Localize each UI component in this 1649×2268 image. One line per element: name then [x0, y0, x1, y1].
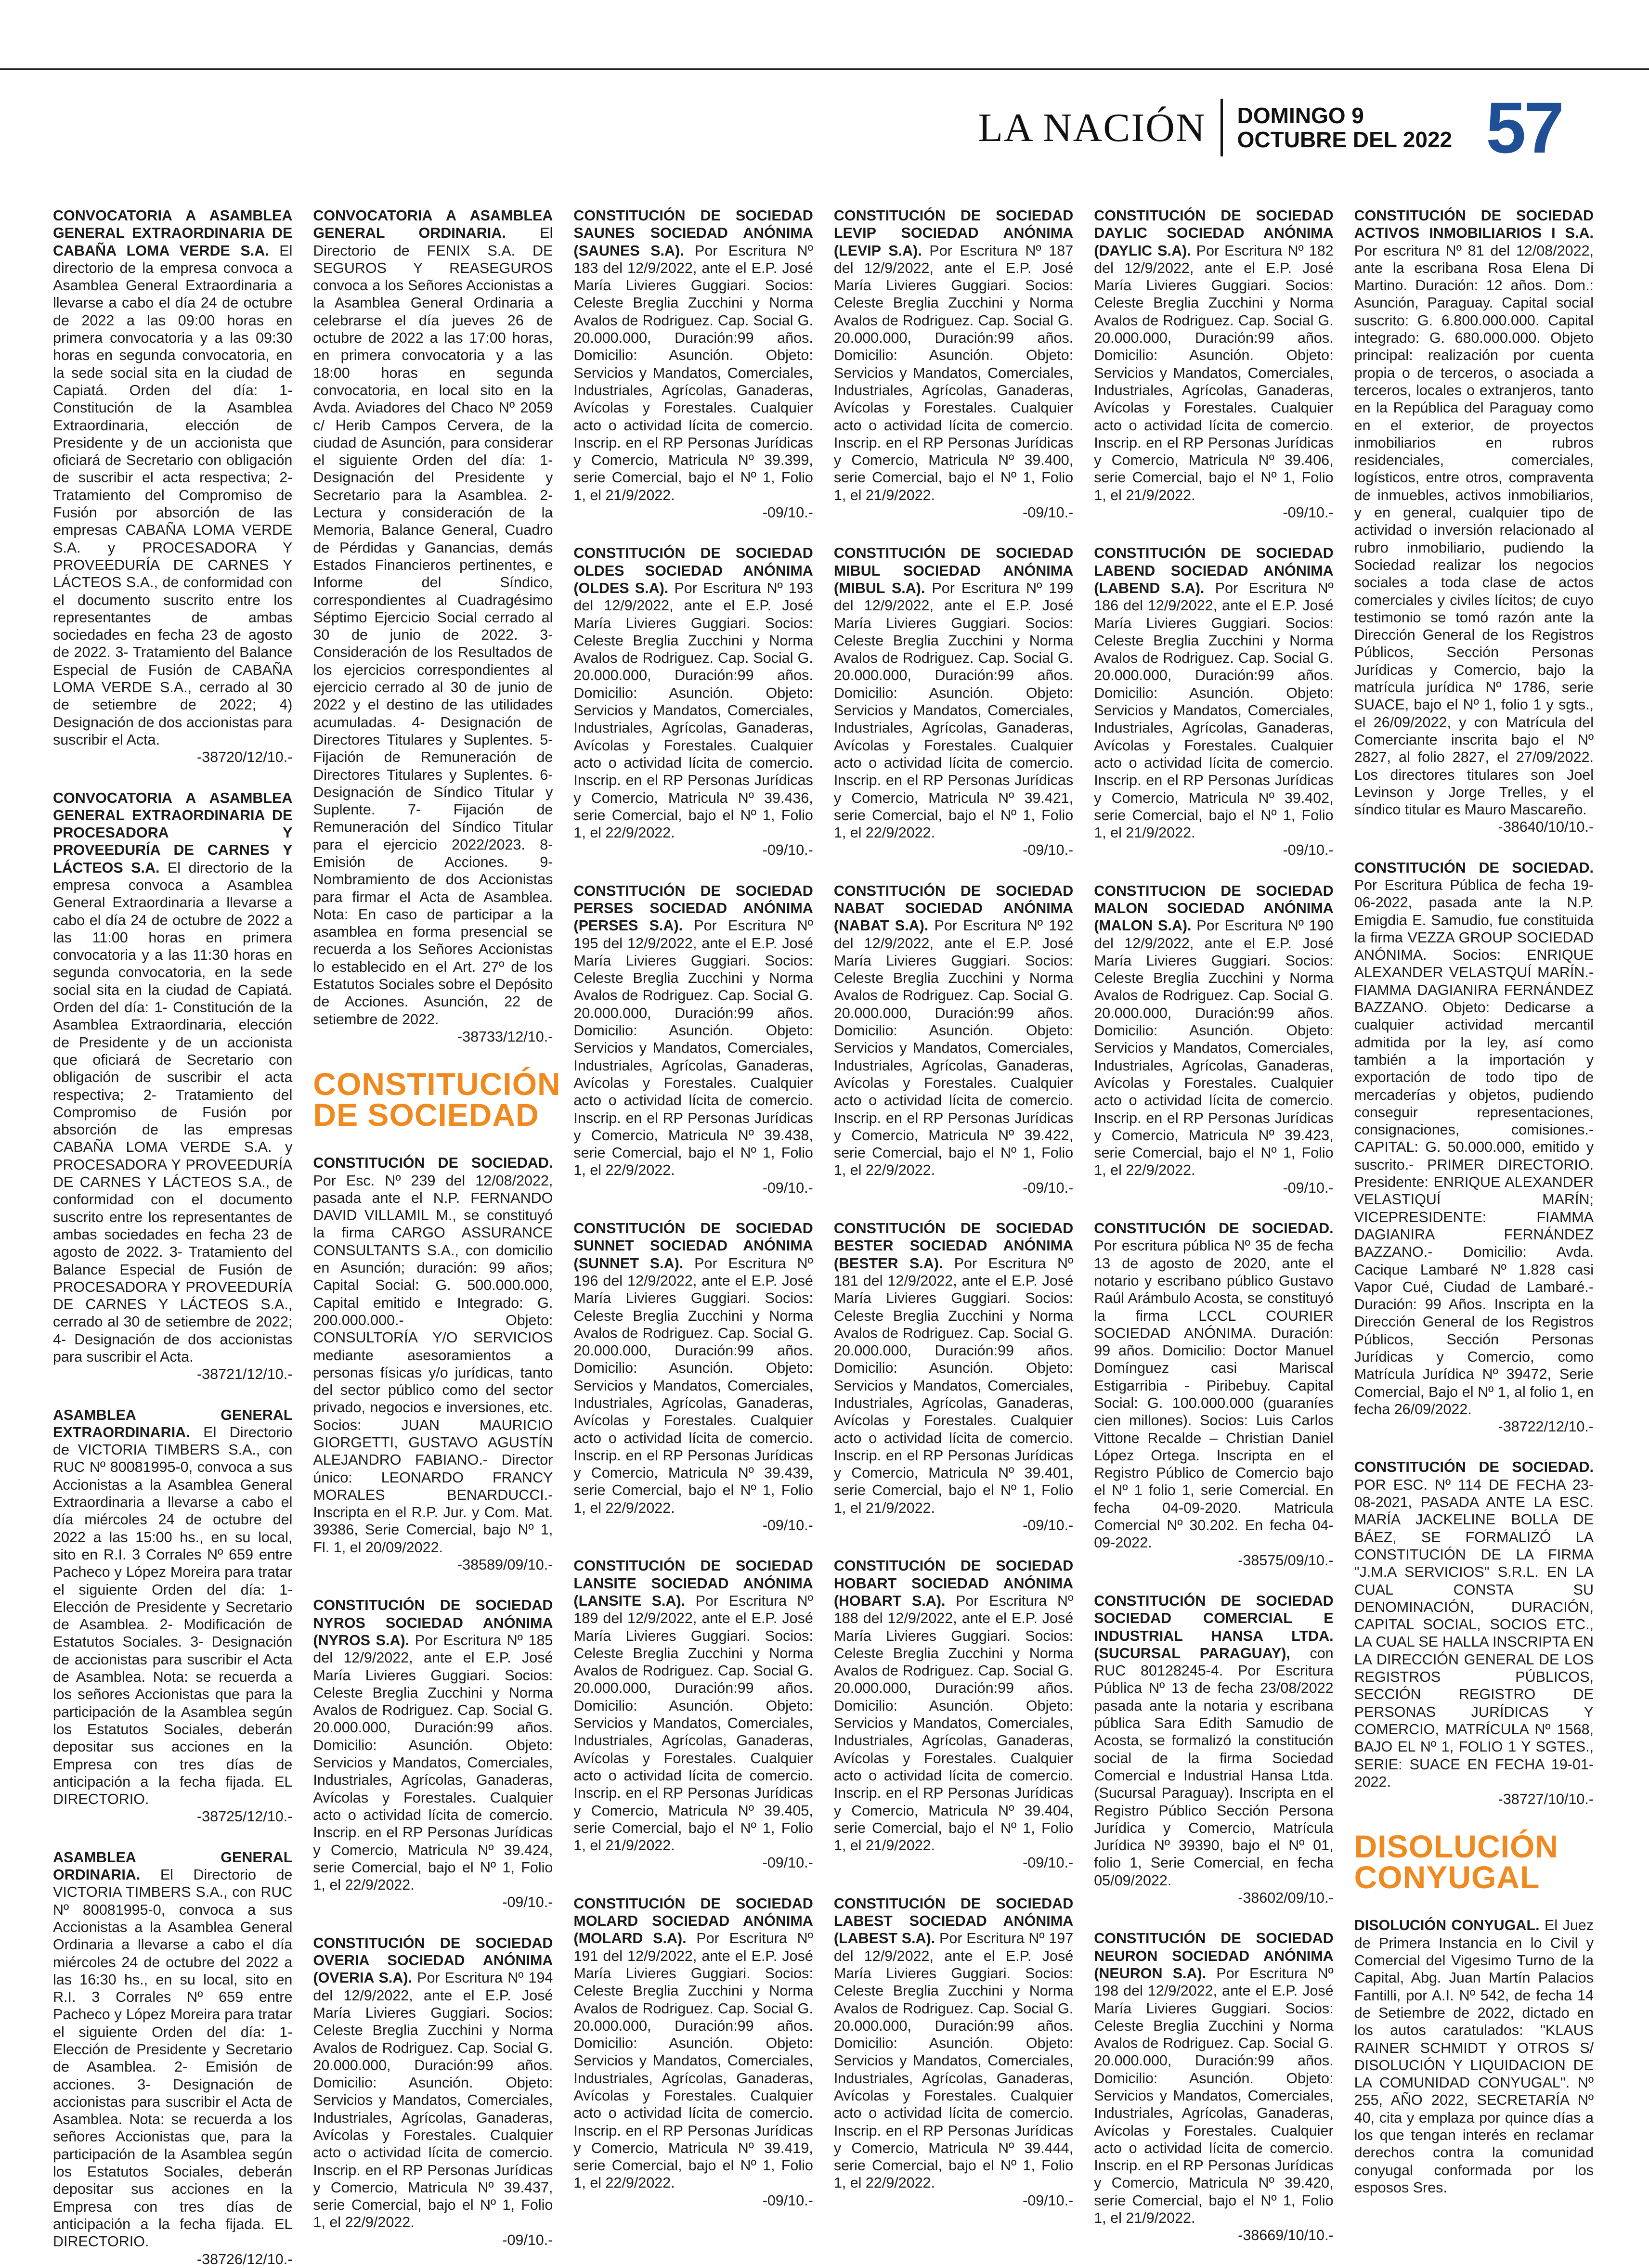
notice-title: CONSTITUCIÓN DE SOCIEDAD DAYLIC SOCIEDAD ANÓNIMA (DAYLIC S.A).	[1094, 207, 1334, 259]
notice	[1094, 882, 1333, 1197]
notice-title: CONSTITUCIÓN DE SOCIEDAD SAUNES SOCIEDAD ANÓNIMA (SAUNES S.A).	[573, 207, 813, 259]
page-number: 57	[1486, 87, 1562, 168]
notice-title: CONSTITUCIÓN DE SOCIEDAD LANSITE SOCIEDAD ANÓNIMA (LANSITE S.A).	[573, 1558, 813, 1609]
notice-body: Por escritura Nº 81 del 12/08/2022, ante la escribana Rosa Elena Di Martino. Duración: 12 años. Dom.: Asunción, Paraguay. Capital social suscrito: G. 6.800.000.000. Capital integrado: G. 680.000.000. Objeto principal: realización por cuenta propia o de terceros, o asociada a terceros, locales o extranjeros, tanto en la República del Paraguay como en el exterior, de proyectos inmobiliarios en rubros residenciales, comerciales, logísticos, entre otros, compraventa de inmuebles, activos inmobiliarios, y en general, cualquier tipo de actividad o inversión relacionado al rubro inmobiliario, pudiendo la Sociedad realizar los negocios sociales a toda clase de actos comerciales y civiles lícitos; de cuyo testimonio se tomó razón ante la Dirección General de los Registros Públicos, Sección Personas Jurídicas y Comercio, bajo la matrícula jurídica Nº 1786, serie SUACE, bajo el Nº 1, folio 1 y sgts., el 26/09/2022, y con Matrícula del Comerciante inscrita bajo el Nº 2827, al folio 2827, el 27/09/2022. Los directores titulares son Joel Levinson y Jorge Trelles, y el síndico titular es Mauro Mascareño.	[1354, 242, 1594, 818]
notice-title: CONSTITUCIÓN DE SOCIEDAD BESTER SOCIEDAD ANÓNIMA (BESTER S.A).	[833, 1220, 1074, 1272]
notice-reference: -09/10.-	[1283, 842, 1334, 859]
notice-body: Por Escritura Nº 188 del 12/9/2022, ante el E.P. José María Livieres Guggiari. Socios: Celeste Breglia Zucchini y Norma Avalos de Rodriguez. Cap. Social G. 20.000.000, Duración:99 años. Domicilio: Asunción. Objeto: Servicios y Mandatos, Comerciales, Industriales, Agrícolas, Ganaderas, Avícolas y Forestales. Cualquier acto o actividad lícita de comercio. Inscrip. en el RP Personas Jurídicas y Comercio, Matricula Nº 39.404, serie Comercial, bajo el Nº 1, Folio 1, el 21/9/2022.	[833, 1592, 1074, 1854]
notice-reference: -09/10.-	[1023, 504, 1074, 521]
notice-reference: -09/10.-	[1023, 842, 1074, 859]
notice	[834, 544, 1073, 859]
notice-title: CONSTITUCIÓN DE SOCIEDAD SUNNET SOCIEDAD ANÓNIMA (SUNNET S.A).	[573, 1220, 813, 1272]
notice-body: El Juez de Primera Instancia en lo Civil y Comercial del Vigesimo Turno de la Capital, Abg. Juan Martín Palacios Fantilli, por A.I. Nº 542, de fecha 14 de Setiembre de 2022, dictado en los autos caratulados: "KLAUS RAINER SCHMIDT Y OTROS S/ DISOLUCIÓN Y LIQUIDACION DE LA COMUNIDAD CONYUGAL". Nº 255, AÑO 2022, SECRETARÍA Nº 40, cita y emplaza por quince días a los que tengan interés en reclamar derechos contra la comunidad conyugal conformada por los esposos Sres.	[1354, 1917, 1594, 2196]
notice-reference: -38727/10/10.-	[1498, 1791, 1594, 1808]
notice	[573, 544, 813, 859]
notice-title: CONSTITUCIÓN DE SOCIEDAD NEURON SOCIEDAD ANÓNIMA (NEURON S.A).	[1094, 1930, 1334, 1982]
notice-body: Por Escritura Nº 197 del 12/9/2022, ante el E.P. José María Livieres Guggiari. Socios: Celeste Breglia Zucchini y Norma Avalos de Rodriguez. Cap. Social G. 20.000.000, Duración:99 años. Domicilio: Asunción. Objeto: Servicios y Mandatos, Comerciales, Industriales, Agrícolas, Ganaderas, Avícolas y Forestales. Cualquier acto o actividad lícita de comercio. Inscrip. en el RP Personas Jurídicas y Comercio, Matricula Nº 39.444, serie Comercial, bajo el Nº 1, Folio 1, el 22/9/2022.	[833, 1930, 1074, 2191]
notice-title: CONSTITUCIÓN DE SOCIEDAD.	[1094, 1220, 1334, 1237]
section-heading: CONSTITUCIÓN DE SOCIEDAD	[313, 1066, 561, 1133]
notice-body: Por Esc. Nº 239 del 12/08/2022, pasada ante el N.P. FERNANDO DAVID VILLAMIL M., se constituyó la firma CARGO ASSURANCE CONSULTANTS S.A., con domicilio en Asunción; duración: 99 años; Capital Social: G. 500.000.000, Capital emitido e Integrado: G. 200.000.000.- Objeto: CONSULTORÍA Y/O SERVICIOS mediante asesoramientos a personas físicas y/o jurídicas, tanto del sector público como del sector privado, negocios e inversiones, etc. Socios: JUAN MAURICIO GIORGETTI, GUSTAVO AGUSTÍN ALEJANDRO FABIANO.- Director único: LEONARDO FRANCY MORALES BENARDUCCI.- Inscripta en el R.P. Jur. y Com. Mat. 39386, Serie Comercial, bajo Nº 1, Fl. 1, el 20/09/2022.	[313, 1172, 553, 1556]
notice-body: Por Escritura Nº 195 del 12/9/2022, ante el E.P. José María Livieres Guggiari. Socios: Celeste Breglia Zucchini y Norma Avalos de Rodriguez. Cap. Social G. 20.000.000, Duración:99 años. Domicilio: Asunción. Objeto: Servicios y Mandatos, Comerciales, Industriales, Agrícolas, Ganaderas, Avícolas y Forestales. Cualquier acto o actividad lícita de comercio. Inscrip. en el RP Personas Jurídicas y Comercio, Matricula Nº 39.438, serie Comercial, bajo el Nº 1, Folio 1, el 22/9/2022.	[573, 917, 813, 1179]
notice	[313, 1154, 553, 1573]
notice-body: Por Escritura Nº 191 del 12/9/2022, ante el E.P. José María Livieres Guggiari. Socios: Celeste Breglia Zucchini y Norma Avalos de Rodriguez. Cap. Social G. 20.000.000, Duración:99 años. Domicilio: Asunción. Objeto: Servicios y Mandatos, Comerciales, Industriales, Agrícolas, Ganaderas, Avícolas y Forestales. Cualquier acto o actividad lícita de comercio. Inscrip. en el RP Personas Jurídicas y Comercio, Matricula Nº 39.419, serie Comercial, bajo el Nº 1, Folio 1, el 22/9/2022.	[573, 1930, 813, 2191]
classifieds-columns	[53, 207, 1594, 2268]
notice-title: CONSTITUCIÓN DE SOCIEDAD.	[1354, 1459, 1594, 1476]
notice-body: Por Escritura Nº 181 del 12/9/2022, ante el E.P. José María Livieres Guggiari. Socios: Celeste Breglia Zucchini y Norma Avalos de Rodriguez. Cap. Social G. 20.000.000, Duración:99 años. Domicilio: Asunción. Objeto: Servicios y Mandatos, Comerciales, Industriales, Agrícolas, Ganaderas, Avícolas y Forestales. Cualquier acto o actividad lícita de comercio. Inscrip. en el RP Personas Jurídicas y Comercio, Matricula Nº 39.401, serie Comercial, bajo el Nº 1, Folio 1, el 21/9/2022.	[833, 1255, 1074, 1516]
notice-reference: -38721/12/10.-	[197, 1366, 293, 1383]
notice-reference: -09/10.-	[1023, 1517, 1074, 1534]
notice	[53, 207, 292, 766]
notice	[573, 882, 813, 1197]
notice	[1094, 544, 1333, 859]
notice	[834, 1557, 1073, 1871]
notice-title: CONSTITUCIÓN DE SOCIEDAD.	[1354, 859, 1594, 876]
notice-body: Por Escritura Nº 187 del 12/9/2022, ante el E.P. José María Livieres Guggiari. Socios: Celeste Breglia Zucchini y Norma Avalos de Rodriguez. Cap. Social G. 20.000.000, Duración:99 años. Domicilio: Asunción. Objeto: Servicios y Mandatos, Comerciales, Industriales, Agrícolas, Ganaderas, Avícolas y Forestales. Cualquier acto o actividad lícita de comercio. Inscrip. en el RP Personas Jurídicas y Comercio, Matricula Nº 39.400, serie Comercial, bajo el Nº 1, Folio 1, el 21/9/2022.	[833, 242, 1074, 503]
notice	[573, 1895, 813, 2209]
notice	[1354, 1458, 1594, 1808]
notice	[53, 789, 292, 1383]
notice-body: Por Escritura Nº 186 del 12/9/2022, ante el E.P. José María Livieres Guggiari. Socios: Celeste Breglia Zucchini y Norma Avalos de Rodriguez. Cap. Social G. 20.000.000, Duración:99 años. Domicilio: Asunción. Objeto: Servicios y Mandatos, Comerciales, Industriales, Agrícolas, Ganaderas, Avícolas y Forestales. Cualquier acto o actividad lícita de comercio. Inscrip. en el RP Personas Jurídicas y Comercio, Matricula Nº 39.402, serie Comercial, bajo el Nº 1, Folio 1, el 21/9/2022.	[1094, 580, 1334, 841]
notice	[313, 1597, 553, 1911]
notice-reference: -09/10.-	[1023, 2192, 1074, 2209]
column-3	[573, 207, 813, 2209]
notice-reference: -38575/09/10.-	[1238, 1552, 1334, 1569]
notice	[573, 207, 813, 521]
notice-body: El Directorio de VICTORIA TIMBERS S.A., con RUC Nº 80081995-0, convoca a sus Accionistas a la Asamblea General Extraordinaria a llevarse a cabo el día miércoles 24 de octubre del 2022 a las 15:00 hs., en su local, sito en R.I. 3 Corrales Nº 659 entre Pacheco y López Moreira para tratar el siguiente Orden del día: 1- Elección de Presidente y Secretario de Asamblea. 2- Modificación de Estatutos Sociales. 3- Designación de accionistas para suscribir el Acta de Asamblea. Nota: se recuerda a los señores Accionistas que para la participación de la Asamblea según los Estatutos Sociales, deberán depositar sus acciones en la Empresa con tres días de anticipación a la fecha fijada. EL DIRECTORIO.	[53, 1424, 293, 1808]
notice-title: CONSTITUCIÓN DE SOCIEDAD.	[313, 1155, 553, 1172]
notice-body: Por Escritura Nº 196 del 12/9/2022, ante el E.P. José María Livieres Guggiari. Socios: Celeste Breglia Zucchini y Norma Avalos de Rodriguez. Cap. Social G. 20.000.000, Duración:99 años. Domicilio: Asunción. Objeto: Servicios y Mandatos, Comerciales, Industriales, Agrícolas, Ganaderas, Avícolas y Forestales. Cualquier acto o actividad lícita de comercio. Inscrip. en el RP Personas Jurídicas y Comercio, Matricula Nº 39.439, serie Comercial, bajo el Nº 1, Folio 1, el 22/9/2022.	[573, 1255, 813, 1516]
notice-reference: -09/10.-	[762, 504, 813, 521]
notice-title: CONSTITUCIÓN DE SOCIEDAD SOCIEDAD COMERCIAL E INDUSTRIAL HANSA LTDA. (SUCURSAL PARAGUAY),	[1094, 1592, 1334, 1662]
notice-title: CONSTITUCIÓN DE SOCIEDAD PERSES SOCIEDAD ANÓNIMA (PERSES S.A).	[573, 882, 813, 934]
notice-body: Por escritura pública Nº 35 de fecha 13 de agosto de 2020, ante el notario y escribano público Gustavo Raúl Arámbulo Acosta, se constituyó la firma LCCL COURIER SOCIEDAD ANÓNIMA. Duración: 99 años. Domicilio: Doctor Manuel Domínguez casi Mariscal Estigarribia - Piribebuy. Capital Social: G. 100.000.000 (guaraníes cien millones). Socios: Luis Carlos Vittone Recalde – Christian Daniel López Ortega. Inscripta en el Registro Público de Comercio bajo el Nº 1 folio 1, serie Comercial. En fecha 04-09-2020. Matricula Comercial Nº 30.202. En fecha 04-09-2022.	[1094, 1237, 1334, 1551]
notice-reference: -09/10.-	[762, 1179, 813, 1196]
notice-title: CONVOCATORIA A ASAMBLEA GENERAL EXTRAORDINARIA DE CABAÑA LOMA VERDE S.A.	[53, 207, 293, 259]
notice-body: El directorio de la empresa convoca a Asamblea General Extraordinaria a llevarse a cabo el día 24 de octubre de 2022 a las 11:00 horas en primera convocatoria y a las 11:30 horas en segunda convocatoria, en la sede social sita en la ciudad de Capiatá. Orden del día: 1- Constitución de la Asamblea Extraordinaria, elección de Presidente y de un accionista que oficiará de Secretario con obligación de suscribir el acta respectiva; 2- Tratamiento del Compromiso de Fusión por absorción de las empresas CABAÑA LOMA VERDE S.A. y PROCESADORA Y PROVEEDURÍA DE CARNES Y LÁCTEOS S.A., de conformidad con el documento suscrito entre los representantes de ambas sociedades en fecha 23 de agosto de 2022. 3- Tratamiento del Balance Especial de Fusión de PROCESADORA Y PROVEEDURÍA DE CARNES Y LÁCTEOS S.A., cerrado al 30 de setiembre de 2022; 4- Designación de dos accionistas para suscribir el Acta.	[53, 859, 293, 1365]
notice-reference: -09/10.-	[762, 2192, 813, 2209]
notice-body: Por Escritura Nº 192 del 12/9/2022, ante el E.P. José María Livieres Guggiari. Socios: Celeste Breglia Zucchini y Norma Avalos de Rodriguez. Cap. Social G. 20.000.000, Duración:99 años. Domicilio: Asunción. Objeto: Servicios y Mandatos, Comerciales, Industriales, Agrícolas, Ganaderas, Avícolas y Forestales. Cualquier acto o actividad lícita de comercio. Inscrip. en el RP Personas Jurídicas y Comercio, Matricula Nº 39.422, serie Comercial, bajo el Nº 1, Folio 1, el 22/9/2022.	[833, 917, 1074, 1179]
notice	[1094, 1220, 1333, 1569]
notice-title: CONSTITUCIÓN DE SOCIEDAD MIBUL SOCIEDAD ANÓNIMA (MIBUL S.A).	[833, 545, 1074, 596]
notice-reference: -38733/12/10.-	[457, 1028, 553, 1045]
notice-reference: -09/10.-	[762, 842, 813, 859]
notice-title: CONVOCATORIA A ASAMBLEA GENERAL EXTRAORDINARIA DE PROCESADORA Y PROVEEDURÍA DE CARNES Y LÁCTEOS S.A.	[53, 789, 293, 876]
notice-title: CONSTITUCIÓN DE SOCIEDAD NABAT SOCIEDAD ANÓNIMA (NABAT S.A).	[833, 882, 1074, 934]
column-6	[1354, 207, 1594, 2196]
notice-title: CONSTITUCIÓN DE SOCIEDAD LEVIP SOCIEDAD ANÓNIMA (LEVIP S.A).	[833, 207, 1074, 259]
top-rule	[0, 68, 1649, 70]
notice	[1354, 207, 1594, 836]
notice-title: CONSTITUCIÓN DE SOCIEDAD LABEST SOCIEDAD ANÓNIMA (LABEST S.A).	[833, 1895, 1074, 1947]
notice-body: El Directorio de VICTORIA TIMBERS S.A., con RUC Nº 80081995-0, convoca a sus Accionistas a la Asamblea General Ordinaria a llevarse a cabo el día miércoles 24 de octubre del 2022 a las 16:30 hs., en su local, sito en R.I. 3 Corrales Nº 659 entre Pacheco y López Moreira para tratar el siguiente Orden del día: 1- Elección de Presidente y Secretario de Asamblea. 2- Emisión de acciones. 3- Designación de accionistas para suscribir el Acta de Asamblea. Nota: se recuerda a los señores Accionistas que, para la participación de la Asamblea según los Estatutos Sociales, deberán depositar sus acciones en la Empresa con tres días de anticipación a la fecha fijada. EL DIRECTORIO.	[53, 1867, 293, 2250]
notice-reference: -38640/10/10.-	[1498, 819, 1594, 836]
notice	[573, 1220, 813, 1534]
notice-body: Por Escritura Nº 194 del 12/9/2022, ante el E.P. José María Livieres Guggiari. Socios: Celeste Breglia Zucchini y Norma Avalos de Rodriguez. Cap. Social G. 20.000.000, Duración:99 años. Domicilio: Asunción. Objeto: Servicios y Mandatos, Comerciales, Industriales, Agrícolas, Ganaderas, Avícolas y Forestales. Cualquier acto o actividad lícita de comercio. Inscrip. en el RP Personas Jurídicas y Comercio, Matricula Nº 39.437, serie Comercial, bajo el Nº 1, Folio 1, el 22/9/2022.	[313, 1970, 553, 2231]
notice-title: CONSTITUCION DE SOCIEDAD MALON SOCIEDAD ANÓNIMA (MALON S.A).	[1094, 882, 1334, 934]
issue-day: DOMINGO 9	[1237, 103, 1364, 128]
notice	[313, 207, 553, 1045]
notice-title: CONSTITUCIÓN DE SOCIEDAD OVERIA SOCIEDAD ANÓNIMA (OVERIA S.A).	[313, 1934, 553, 1986]
notice-title: DISOLUCIÓN CONYUGAL.	[1354, 1917, 1540, 1934]
notice-body: con RUC 80128245-4. Por Escritura Pública Nº 13 de fecha 23/08/2022 pasada ante la notaria y escribana pública Sara Edith Samudio de Acosta, se formalizó la constitución social de la firma Sociedad Comercial e Industrial Hansa Ltda. (Sucursal Paraguay). Inscripta en el Registro Público Sección Persona Jurídica y Comercio, Matrícula Jurídica Nº 39390, bajo el Nº 01, folio 1, Serie Comercial, en fecha 05/09/2022.	[1094, 1645, 1334, 1889]
notice-title: CONSTITUCIÓN DE SOCIEDAD ACTIVOS INMOBILIARIOS I S.A.	[1354, 207, 1594, 242]
section-heading: DISOLUCIÓN CONYUGAL	[1354, 1829, 1558, 1895]
notice-body: Por Escritura Nº 185 del 12/9/2022, ante el E.P. José María Livieres Guggiari. Socios: Celeste Breglia Zucchini y Norma Avalos de Rodriguez. Cap. Social G. 20.000.000, Duración:99 años. Domicilio: Asunción. Objeto: Servicios y Mandatos, Comerciales, Industriales, Agrícolas, Ganaderas, Avícolas y Forestales. Cualquier acto o actividad lícita de comercio. Inscrip. en el RP Personas Jurídicas y Comercio, Matricula Nº 39.424, serie Comercial, bajo el Nº 1, Folio 1, el 22/9/2022.	[313, 1632, 553, 1894]
notice-body: El Directorio de FENIX S.A. DE SEGUROS Y REASEGUROS convoca a los Señores Accionistas a la Asamblea General Ordinaria a celebrarse el día jueves 26 de octubre de 2022 a las 17:00 horas, en primera convocatoria y a las 18:00 horas en segunda convocatoria, en local sito en la Avda. Aviadores del Chaco Nº 2059 c/ Herib Campos Cervera, de la ciudad de Asunción, para considerar el siguiente Orden del día: 1- Designación del Presidente y Secretario para la Asamblea. 2- Lectura y consideración de la Memoria, Balance General, Cuadro de Pérdidas y Ganancias, demás Estados Financieros pertinentes, e Informe del Síndico, correspondientes al Cuadragésimo Séptimo Ejercicio Social cerrado al 30 de junio de 2022. 3- Consideración de los Resultados de los ejercicios correspondientes al ejercicio cerrado al 30 de junio de 2022 y el destino de las utilidades acumuladas. 4- Designación de Directores Titulares y Suplentes. 5- Fijación de Remuneración de Directores Titulares y Suplentes. 6- Designación de Síndico Titular y Suplente. 7- Fijación de Remuneración del Síndico Titular para el ejercicio 2022/2023. 8- Emisión de Acciones. 9- Nombramiento de dos Accionistas para firmar el Acta de Asamblea. Nota: En caso de participar a la asamblea en forma presencial se recuerda a los Señores Accionistas lo establecido en el Art. 27º de los Estatutos Sociales sobre el Depósito de Acciones. Asunción, 22 de setiembre de 2022.	[313, 225, 553, 1028]
notice-reference: -38725/12/10.-	[197, 1808, 293, 1825]
notice	[53, 1406, 292, 1826]
notice-body: El directorio de la empresa convoca a Asamblea General Extraordinaria a llevarse a cabo el día 24 de octubre de 2022 a las 09:00 horas en primera convocatoria y a las 09:30 horas en segunda convocatoria, en la sede social sita en la ciudad de Capiatá. Orden del día: 1- Constitución de la Asamblea Extraordinaria, elección de Presidente y de un accionista que oficiará de Secretario con obligación de suscribir el acta respectiva; 2- Tratamiento del Compromiso de Fusión por absorción de las empresas CABAÑA LOMA VERDE S.A. y PROCESADORA Y PROVEEDURÍA DE CARNES Y LÁCTEOS S.A., de conformidad con el documento suscrito entre los representantes de ambas sociedades en fecha 23 de agosto de 2022. 3- Tratamiento del Balance Especial de Fusión de CABAÑA LOMA VERDE S.A., cerrado al 30 de setiembre de 2022; 4) Designación de dos accionistas para suscribir el Acta.	[53, 242, 293, 748]
notice-body: POR ESC. Nº 114 DE FECHA 23-08-2021, PASADA ANTE LA ESC. MARÍA JACKELINE BOLLA DE BÁEZ, SE FORMALIZÓ LA CONSTITUCIÓN DE LA FIRMA "J.M.A SERVICIOS" S.R.L. EN LA CUAL CONSTA SU DENOMINACIÓN, DURACIÓN, CAPITAL SOCIAL, SOCIOS ETC., LA CUAL SE HALLA INSCRIPTA EN LA DIRECCIÓN GENERAL DE LOS REGISTROS PÚBLICOS, SECCIÓN REGISTRO DE PERSONAS JURÍDICAS Y COMERCIO, MATRÍCULA Nº 1568, BAJO EL Nº 1, FOLIO 1 Y SGTES., SERIE: SUACE EN FECHA 19-01-2022.	[1354, 1476, 1594, 1790]
notice-title: ASAMBLEA GENERAL EXTRAORDINARIA.	[53, 1406, 293, 1441]
masthead: LA NACIÓN	[978, 105, 1206, 150]
notice-title: CONSTITUCIÓN DE SOCIEDAD NYROS SOCIEDAD ANÓNIMA (NYROS S.A).	[313, 1597, 553, 1649]
notice-reference: -09/10.-	[762, 1855, 813, 1871]
notice-reference: -09/10.-	[502, 1894, 553, 1911]
notice-reference: -38589/09/10.-	[457, 1557, 553, 1573]
notice	[1354, 1917, 1594, 2196]
notice	[573, 1557, 813, 1871]
notice-body: Por Escritura Nº 182 del 12/9/2022, ante el E.P. José María Livieres Guggiari. Socios: Celeste Breglia Zucchini y Norma Avalos de Rodriguez. Cap. Social G. 20.000.000, Duración:99 años. Domicilio: Asunción. Objeto: Servicios y Mandatos, Comerciales, Industriales, Agrícolas, Ganaderas, Avícolas y Forestales. Cualquier acto o actividad lícita de comercio. Inscrip. en el RP Personas Jurídicas y Comercio, Matricula Nº 39.406, serie Comercial, bajo el Nº 1, Folio 1, el 21/9/2022.	[1094, 242, 1334, 503]
column-4	[833, 207, 1074, 2209]
notice-reference: -09/10.-	[502, 2231, 553, 2248]
notice	[53, 1849, 292, 2268]
column-5	[1094, 207, 1334, 2244]
notice-body: Por Escritura Nº 183 del 12/9/2022, ante el E.P. José María Livieres Guggiari. Socios: Celeste Breglia Zucchini y Norma Avalos de Rodriguez. Cap. Social G. 20.000.000, Duración:99 años. Domicilio: Asunción. Objeto: Servicios y Mandatos, Comerciales, Industriales, Agrícolas, Ganaderas, Avícolas y Forestales. Cualquier acto o actividad lícita de comercio. Inscrip. en el RP Personas Jurídicas y Comercio, Matricula Nº 39.399, serie Comercial, bajo el Nº 1, Folio 1, el 21/9/2022.	[573, 242, 813, 503]
notice-reference: -38720/12/10.-	[197, 749, 293, 766]
notice-title: CONSTITUCIÓN DE SOCIEDAD MOLARD SOCIEDAD ANÓNIMA (MOLARD S.A).	[573, 1895, 813, 1947]
issue-date	[1237, 103, 1453, 152]
notice-reference: -09/10.-	[1023, 1855, 1074, 1871]
notice-reference: -09/10.-	[1023, 1179, 1074, 1196]
notice	[834, 207, 1073, 521]
notice-reference: -09/10.-	[762, 1517, 813, 1534]
notice	[1094, 207, 1333, 521]
notice-title: CONSTITUCIÓN DE SOCIEDAD HOBART SOCIEDAD ANÓNIMA (HOBART S.A).	[833, 1558, 1074, 1609]
notice-title: CONSTITUCIÓN DE SOCIEDAD OLDES SOCIEDAD ANÓNIMA (OLDES S.A).	[573, 545, 813, 596]
notice	[834, 1895, 1073, 2209]
notice	[313, 1934, 553, 2249]
notice-body: Por Escritura Pública de fecha 19-06-2022, pasada ante la N.P. Emigdia E. Samudio, fue constituida la firma VEZZA GROUP SOCIEDAD ANÓNIMA. Socios: ENRIQUE ALEXANDER VELASTQUÍ MARÍN.- FIAMMA DAGIANIRA FERNÁNDEZ BAZZANO. Objeto: Dedicarse a cualquier actividad mercantil admitida por la ley, así como también a la importación y exportación de todo tipo de mercaderías y objetos, pudiendo conseguir representaciones, consignaciones, comisiones.- CAPITAL: G. 50.000.000, emitido y suscrito.- PRIMER DIRECTORIO. Presidente: ENRIQUE ALEXANDER VELASTIQUÍ MARÍN; VICEPRESIDENTE: FIAMMA DAGIANIRA FERNÁNDEZ BAZZANO.- Domicilio: Avda. Cacique Lambaré Nº 1.828 casi Vapor Cué, Ciudad de Lambaré.- Duración: 99 Años. Inscripta en la Dirección General de los Registros Públicos, Sección Personas Jurídicas y Comercio, como Matrícula Jurídica Nº 39472, Serie Comercial, Bajo el Nº 1, al folio 1, en fecha 26/09/2022.	[1354, 876, 1594, 1418]
notice	[1094, 1930, 1333, 2244]
notice-reference: -09/10.-	[1283, 504, 1334, 521]
notice-body: Por Escritura Nº 189 del 12/9/2022, ante el E.P. José María Livieres Guggiari. Socios: Celeste Breglia Zucchini y Norma Avalos de Rodriguez. Cap. Social G. 20.000.000, Duración:99 años. Domicilio: Asunción. Objeto: Servicios y Mandatos, Comerciales, Industriales, Agrícolas, Ganaderas, Avícolas y Forestales. Cualquier acto o actividad lícita de comercio. Inscrip. en el RP Personas Jurídicas y Comercio, Matricula Nº 39.405, serie Comercial, bajo el Nº 1, Folio 1, el 21/9/2022.	[573, 1592, 813, 1854]
notice-reference: -38602/09/10.-	[1238, 1890, 1334, 1907]
notice	[834, 882, 1073, 1197]
notice	[834, 1220, 1073, 1534]
notice-title: CONSTITUCIÓN DE SOCIEDAD LABEND SOCIEDAD ANÓNIMA (LABEND S.A).	[1094, 545, 1334, 596]
notice-title: CONVOCATORIA A ASAMBLEA GENERAL ORDINARIA.	[313, 207, 553, 242]
notice-body: Por Escritura Nº 199 del 12/9/2022, ante el E.P. José María Livieres Guggiari. Socios: Celeste Breglia Zucchini y Norma Avalos de Rodriguez. Cap. Social G. 20.000.000, Duración:99 años. Domicilio: Asunción. Objeto: Servicios y Mandatos, Comerciales, Industriales, Agrícolas, Ganaderas, Avícolas y Forestales. Cualquier acto o actividad lícita de comercio. Inscrip. en el RP Personas Jurídicas y Comercio, Matricula Nº 39.421, serie Comercial, bajo el Nº 1, Folio 1, el 22/9/2022.	[833, 580, 1074, 841]
notice-reference: -38669/10/10.-	[1238, 2227, 1334, 2244]
notice-reference: -38722/12/10.-	[1498, 1418, 1594, 1435]
notice-body: Por Escritura Nº 190 del 12/9/2022, ante el E.P. José María Livieres Guggiari. Socios: Celeste Breglia Zucchini y Norma Avalos de Rodriguez. Cap. Social G. 20.000.000, Duración:99 años. Domicilio: Asunción. Objeto: Servicios y Mandatos, Comerciales, Industriales, Agrícolas, Ganaderas, Avícolas y Forestales. Cualquier acto o actividad lícita de comercio. Inscrip. en el RP Personas Jurídicas y Comercio, Matricula Nº 39.423, serie Comercial, bajo el Nº 1, Folio 1, el 22/9/2022.	[1094, 917, 1334, 1179]
notice-reference: -38726/12/10.-	[197, 2251, 293, 2268]
notice	[1094, 1592, 1333, 1907]
notice-body: Por Escritura Nº 198 del 12/9/2022, ante el E.P. José María Livieres Guggiari. Socios: Celeste Breglia Zucchini y Norma Avalos de Rodriguez. Cap. Social G. 20.000.000, Duración:99 años. Domicilio: Asunción. Objeto: Servicios y Mandatos, Comerciales, Industriales, Agrícolas, Ganaderas, Avícolas y Forestales. Cualquier acto o actividad lícita de comercio. Inscrip. en el RP Personas Jurídicas y Comercio, Matricula Nº 39.420, serie Comercial, bajo el Nº 1, Folio 1, el 21/9/2022.	[1094, 1965, 1334, 2227]
column-1	[53, 207, 293, 2268]
notice-reference: -09/10.-	[1283, 1179, 1334, 1196]
notice	[1354, 859, 1594, 1436]
header-divider	[1221, 99, 1223, 156]
page-header	[978, 87, 1562, 168]
notice-title: ASAMBLEA GENERAL ORDINARIA.	[53, 1849, 293, 1883]
column-2	[313, 207, 561, 2248]
notice-body: Por Escritura Nº 193 del 12/9/2022, ante el E.P. José María Livieres Guggiari. Socios: Celeste Breglia Zucchini y Norma Avalos de Rodriguez. Cap. Social G. 20.000.000, Duración:99 años. Domicilio: Asunción. Objeto: Servicios y Mandatos, Comerciales, Industriales, Agrícolas, Ganaderas, Avícolas y Forestales. Cualquier acto o actividad lícita de comercio. Inscrip. en el RP Personas Jurídicas y Comercio, Matricula Nº 39.436, serie Comercial, bajo el Nº 1, Folio 1, el 22/9/2022.	[573, 580, 813, 841]
issue-month-year: OCTUBRE DEL 2022	[1237, 127, 1453, 152]
